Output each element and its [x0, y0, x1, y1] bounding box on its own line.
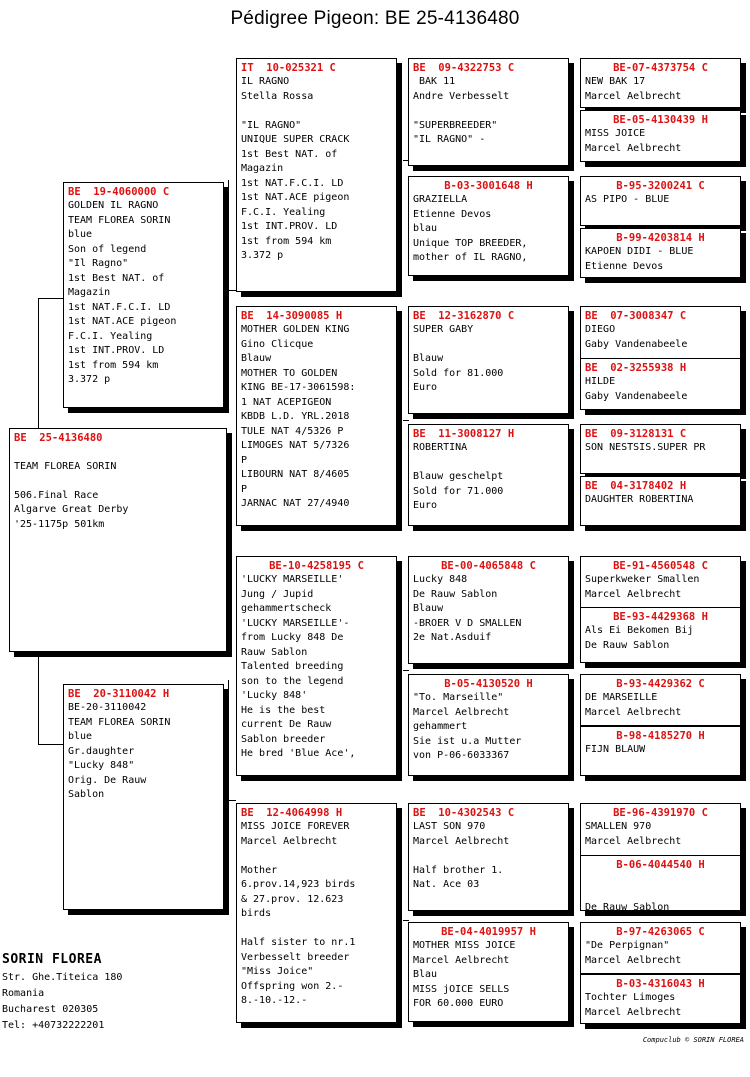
pigeon-info-line: Stella Rossa: [241, 90, 314, 102]
pigeon-info-line: P: [241, 483, 248, 495]
pigeon-info-line: "Il Ragno": [68, 258, 129, 269]
ring-number: B-06-4044540 H: [616, 859, 705, 871]
pigeon-info-line: Orig. De Rauw: [68, 774, 147, 786]
pigeon-card-g5-3[interactable]: [580, 176, 741, 226]
pigeon-info-line: Als Ei Bekomen Bij: [585, 625, 694, 636]
pigeon-info-line: Gino Clicque: [241, 338, 314, 350]
pigeon-info-line: "Lucky 848": [68, 760, 135, 771]
pigeon-info-line: BE-20-3110042: [68, 702, 147, 713]
pigeon-info-line: UNIQUE SUPER CRACK: [241, 134, 350, 145]
pigeon-info-line: P: [241, 454, 248, 466]
pigeon-info-line: Magazin: [241, 163, 284, 174]
pigeon-info-line: Etienne Devos: [413, 208, 492, 220]
pigeon-info-line: Tochter Limoges: [585, 992, 676, 1003]
pigeon-info-line: [241, 104, 392, 119]
pigeon-info-line: 1st from 594 km: [68, 359, 159, 371]
pigeon-info-line: 1st NAT.ACE pigeon: [241, 192, 350, 203]
ring-number: BE 04-3178402 H: [585, 480, 687, 492]
pigeon-info-line: Mother: [241, 864, 278, 876]
pigeon-info-line: MISS JOICE FOREVER: [241, 821, 350, 832]
pigeon-info-line: [413, 104, 564, 119]
pigeon-info-line: & 27.prov. 12.623: [241, 893, 344, 905]
owner-line: Str. Ghe.Titeica 180: [2, 972, 123, 983]
pigeon-info-line: LIBOURN NAT 8/4605: [241, 469, 350, 480]
pigeon-info-line: blue: [68, 229, 93, 240]
pigeon-info-line: son to the legend: [241, 675, 344, 687]
pigeon-card-g5-11[interactable]: [580, 674, 741, 726]
pigeon-info-line: "Miss Joice": [241, 966, 314, 977]
pigeon-info-line: [413, 849, 564, 864]
pigeon-info-line: -BROER V D SMALLEN: [413, 617, 522, 629]
pigeon-info-line: Andre Verbesselt: [413, 90, 510, 102]
pigeon-info-line: Marcel Aelbrecht: [413, 954, 510, 966]
pigeon-info-line: Gaby Vandenabeele: [585, 338, 688, 350]
pigeon-info-line: Sold for 81.000: [413, 367, 504, 379]
pigeon-info-line: Half brother 1.: [413, 864, 504, 876]
pigeon-info-line: '25-1175p 501km: [14, 518, 105, 530]
pigeon-card-sds[interactable]: [408, 306, 569, 414]
pigeon-card-g5-2[interactable]: [580, 110, 741, 162]
pigeon-info-line: gehammert: [413, 721, 468, 732]
pigeon-info-line: TEAM FLOREA SORIN: [68, 716, 171, 728]
pigeon-info-line: [14, 445, 222, 460]
pigeon-card-g5-10[interactable]: [580, 607, 741, 663]
owner-line: Bucharest 020305: [2, 1004, 99, 1015]
pigeon-info-line: 8.-10.-12.-: [241, 995, 308, 1006]
pigeon-card-sire[interactable]: [63, 182, 224, 408]
ring-number: BE-10-4258195 C: [269, 560, 364, 572]
ring-number: BE 10-4302543 C: [413, 807, 515, 819]
pigeon-info-line: De Rauw Sablon: [585, 639, 670, 651]
pigeon-card-g5-8[interactable]: [580, 476, 741, 526]
pigeon-info-line: DIEGO: [585, 324, 616, 335]
ring-number: BE-04-4019957 H: [441, 926, 536, 938]
pigeon-info-line: 3.372 p: [68, 374, 111, 385]
ring-number: BE 09-4322753 C: [413, 62, 515, 74]
connector-line: [228, 180, 229, 290]
pigeon-info-line: 1st Best NAT. of: [68, 272, 165, 284]
pigeon-info-line: De Rauw Sablon: [585, 902, 670, 911]
pigeon-card-ssd[interactable]: [408, 176, 569, 276]
pigeon-info-line: Sablon: [68, 789, 105, 800]
owner-name: SORIN FLOREA: [2, 952, 102, 967]
connector-line: [403, 670, 409, 671]
pigeon-info-line: Gr.daughter: [68, 745, 135, 757]
pigeon-info-line: [14, 474, 222, 489]
pigeon-info-line: Euro: [413, 382, 438, 393]
pigeon-info-line: AS PIPO - BLUE: [585, 194, 670, 205]
ring-number: BE-00-4065848 C: [441, 560, 536, 572]
pigeon-info-line: 1 NAT ACEPIGEON: [241, 396, 332, 408]
pigeon-card-sdd[interactable]: [408, 424, 569, 526]
pigeon-info-line: FIJN BLAUW: [585, 744, 646, 755]
pigeon-info-line: Marcel Aelbrecht: [585, 706, 682, 718]
pigeon-info-line: HILDE: [585, 376, 616, 387]
pigeon-info-line: von P-06-6033367: [413, 750, 510, 761]
pigeon-info-line: Marcel Aelbrecht: [413, 706, 510, 718]
pigeon-info-line: GOLDEN IL RAGNO: [68, 200, 159, 211]
connector-line: [38, 652, 39, 744]
footer-credit: Compuclub © SORIN FLOREA: [642, 1036, 744, 1044]
ring-number: BE 11-3008127 H: [413, 428, 515, 440]
connector-line: [403, 420, 409, 421]
pigeon-info-line: gehammertscheck: [241, 603, 332, 614]
connector-line: [38, 298, 39, 428]
pigeon-info-line: DE MARSEILLE: [585, 692, 658, 703]
ring-number: BE-07-4373754 C: [613, 62, 708, 74]
pigeon-info-line: 1st INT.PROV. LD: [68, 345, 165, 356]
pigeon-card-g5-12[interactable]: [580, 726, 741, 776]
pigeon-info-line: 3.372 p: [241, 250, 284, 261]
pigeon-info-line: F.C.I. Yealing: [68, 330, 153, 342]
pigeon-info-line: 1st from 594 km: [241, 235, 332, 247]
pigeon-card-dds[interactable]: [408, 803, 569, 911]
pigeon-info-line: current De Rauw: [241, 719, 332, 730]
pigeon-info-line: Blauw: [241, 353, 272, 364]
ring-number: B-95-3200241 C: [616, 180, 705, 192]
pigeon-info-line: "SUPERBREEDER": [413, 119, 498, 131]
pigeon-info-line: 1st NAT.F.C.I. LD: [68, 301, 171, 313]
pigeon-info-line: He is the best: [241, 704, 326, 716]
pigeon-info-line: TULE NAT 4/5326 P: [241, 425, 344, 437]
pigeon-card-g5-4[interactable]: [580, 228, 741, 278]
pigeon-info-line: Marcel Aelbrecht: [585, 142, 682, 154]
owner-line: Tel: +40732222201: [2, 1020, 105, 1031]
pigeon-info-line: "De Perpignan": [585, 940, 670, 951]
pigeon-info-line: Etienne Devos: [585, 260, 664, 272]
pigeon-info-line: MOTHER MISS JOICE: [413, 940, 516, 951]
ring-number: B-93-4429362 C: [616, 678, 705, 690]
pigeon-card-g5-15[interactable]: [580, 922, 741, 974]
pigeon-info-line: Blauw: [413, 603, 444, 614]
pigeon-info-line: 1st INT.PROV. LD: [241, 221, 338, 232]
pigeon-info-line: 506.Final Race: [14, 489, 99, 501]
pigeon-info-line: [241, 922, 392, 937]
pigeon-info-line: 1st NAT.F.C.I. LD: [241, 177, 344, 189]
pigeon-card-dam[interactable]: [63, 684, 224, 910]
pigeon-card-g5-1[interactable]: [580, 58, 741, 108]
ring-number: BE 20-3110042 H: [68, 688, 170, 700]
ring-number: BE 07-3008347 C: [585, 310, 687, 322]
pigeon-info-line: Jung / Jupid: [241, 588, 314, 600]
pigeon-info-line: Euro: [413, 500, 438, 511]
pigeon-info-line: TEAM FLOREA SORIN: [14, 460, 117, 472]
pigeon-info-line: blue: [68, 731, 93, 742]
pigeon-info-line: KAPOEN DIDI - BLUE: [585, 246, 694, 257]
pigeon-card-g5-6[interactable]: [580, 358, 741, 410]
pigeon-info-line: Blau: [413, 969, 438, 980]
pigeon-info-line: Marcel Aelbrecht: [585, 954, 682, 966]
ring-number: BE 12-4064998 H: [241, 807, 343, 819]
pigeon-info-line: Lucky 848: [413, 574, 468, 585]
page-title: Pédigree Pigeon: BE 25-4136480: [230, 8, 520, 29]
pigeon-info-line: from Lucky 848 De: [241, 632, 344, 643]
ring-number: BE 14-3090085 H: [241, 310, 343, 322]
ring-number: BE 19-4060000 C: [68, 186, 170, 198]
pigeon-card-sire-sire[interactable]: [236, 58, 397, 292]
pigeon-info-line: He bred 'Blue Ace',: [241, 748, 356, 759]
pigeon-info-line: MISS JOICE: [585, 128, 646, 139]
pigeon-card-g5-14[interactable]: [580, 855, 741, 911]
pigeon-info-line: [585, 887, 736, 902]
pigeon-info-line: Half sister to nr.1: [241, 937, 356, 948]
pigeon-info-line: Verbesselt breeder: [241, 951, 350, 963]
pigeon-info-line: [585, 872, 736, 887]
pigeon-info-line: [241, 849, 392, 864]
connector-line: [228, 800, 236, 801]
owner-line: Romania: [2, 988, 45, 999]
pigeon-info-line: 2e Nat.Asduif: [413, 632, 492, 643]
pigeon-info-line: 1st Best NAT. of: [241, 148, 338, 160]
pigeon-info-line: Unique TOP BREEDER,: [413, 237, 528, 249]
pigeon-info-line: Marcel Aelbrecht: [585, 588, 682, 600]
pigeon-info-line: TEAM FLOREA SORIN: [68, 214, 171, 226]
pigeon-info-line: Marcel Aelbrecht: [585, 90, 682, 102]
ring-number: BE 12-3162870 C: [413, 310, 515, 322]
connector-line: [228, 290, 236, 291]
pigeon-card-g5-5[interactable]: [580, 306, 741, 360]
pigeon-info-line: Sie ist u.a Mutter: [413, 735, 522, 747]
connector-line: [38, 298, 63, 299]
pigeon-card-dam-sire[interactable]: [236, 556, 397, 776]
pigeon-info-line: Offspring won 2.-: [241, 980, 344, 992]
pigeon-info-line: Blauw geschelpt: [413, 471, 504, 482]
pigeon-card-g5-16[interactable]: [580, 974, 741, 1024]
ring-number: B-05-4130520 H: [444, 678, 533, 690]
pigeon-info-line: Nat. Ace 03: [413, 879, 480, 890]
pigeon-info-line: Superkweker Smallen: [585, 574, 700, 585]
pigeon-info-line: BAK 11: [413, 76, 456, 87]
pigeon-info-line: MISS jOICE SELLS: [413, 983, 510, 995]
pigeon-info-line: NEW BAK 17: [585, 76, 646, 87]
pigeon-info-line: 1st NAT.ACE pigeon: [68, 316, 177, 327]
pigeon-card-g5-13[interactable]: [580, 803, 741, 857]
ring-number: B-03-3001648 H: [444, 180, 533, 192]
pigeon-info-line: "To. Marseille": [413, 692, 504, 703]
ring-number: BE-91-4560548 C: [613, 560, 708, 572]
pigeon-info-line: Marcel Aelbrecht: [241, 835, 338, 847]
pigeon-info-line: mother of IL RAGNO,: [413, 252, 528, 263]
pigeon-card-subject[interactable]: [9, 428, 227, 652]
ring-number: IT 10-025321 C: [241, 62, 336, 74]
pigeon-info-line: KING BE-17-3061598:: [241, 382, 356, 393]
pigeon-info-line: 'LUCKY MARSEILLE': [241, 574, 344, 585]
pigeon-info-line: [413, 338, 564, 353]
pigeon-info-line: ROBERTINA: [413, 442, 468, 453]
pigeon-info-line: Blauw: [413, 353, 444, 364]
ring-number: BE-96-4391970 C: [613, 807, 708, 819]
pigeon-info-line: Marcel Aelbrecht: [585, 835, 682, 847]
ring-number: B-99-4203814 H: [616, 232, 705, 244]
pigeon-info-line: Talented breeding: [241, 661, 344, 672]
pigeon-info-line: [413, 456, 564, 471]
owner-block: [2, 950, 122, 1034]
pigeon-info-line: Sold for 71.000: [413, 485, 504, 497]
pigeon-info-line: LAST SON 970: [413, 821, 486, 832]
pigeon-info-line: Marcel Aelbrecht: [585, 1006, 682, 1018]
pigeon-card-sss[interactable]: [408, 58, 569, 166]
pigeon-info-line: "IL RAGNO" -: [413, 134, 486, 145]
ring-number: BE 09-3128131 C: [585, 428, 687, 440]
pigeon-card-dsd[interactable]: [408, 674, 569, 776]
pigeon-info-line: SMALLEN 970: [585, 821, 652, 832]
ring-number: BE 25-4136480: [14, 432, 103, 444]
pigeon-info-line: LIMOGES NAT 5/7326: [241, 440, 350, 451]
ring-number: B-03-4316043 H: [616, 978, 705, 990]
pigeon-info-line: "IL RAGNO": [241, 119, 302, 131]
pigeon-info-line: 'LUCKY MARSEILLE'-: [241, 617, 350, 629]
pigeon-info-line: Son of legend: [68, 243, 147, 255]
connector-line: [38, 744, 63, 745]
pigeon-info-line: F.C.I. Yealing: [241, 206, 326, 218]
connector-line: [228, 680, 229, 800]
ring-number: B-98-4185270 H: [616, 730, 705, 742]
pigeon-info-line: Marcel Aelbrecht: [413, 835, 510, 847]
pigeon-info-line: KBDB L.D. YRL.2018: [241, 411, 350, 422]
pigeon-info-line: FOR 60.000 EURO: [413, 998, 504, 1009]
connector-line: [403, 920, 409, 921]
pigeon-card-g5-9[interactable]: [580, 556, 741, 610]
pigeon-info-line: MOTHER GOLDEN KING: [241, 324, 350, 335]
pigeon-info-line: IL RAGNO: [241, 76, 290, 87]
pigeon-card-sire-dam[interactable]: [236, 306, 397, 526]
pigeon-info-line: birds: [241, 908, 272, 919]
pigeon-info-line: DAUGHTER ROBERTINA: [585, 494, 694, 505]
pigeon-info-line: Algarve Great Derby: [14, 504, 129, 515]
pigeon-info-line: JARNAC NAT 27/4940: [241, 498, 350, 509]
pigeon-info-line: 'Lucky 848': [241, 690, 308, 701]
pigeon-card-dss[interactable]: [408, 556, 569, 664]
pigeon-info-line: 6.prov.14,923 birds: [241, 879, 356, 890]
ring-number: BE-93-4429368 H: [613, 611, 708, 623]
ring-number: BE-05-4130439 H: [613, 114, 708, 126]
pigeon-info-line: De Rauw Sablon: [413, 588, 498, 600]
pigeon-info-line: Gaby Vandenabeele: [585, 390, 688, 402]
pigeon-info-line: Rauw Sablon: [241, 646, 308, 658]
pigeon-info-line: SON NESTSIS.SUPER PR: [585, 442, 706, 453]
pigeon-info-line: Sablon breeder: [241, 733, 326, 745]
ring-number: BE 02-3255938 H: [585, 362, 687, 374]
pigeon-info-line: GRAZIELLA: [413, 194, 468, 205]
ring-number: B-97-4263065 C: [616, 926, 705, 938]
pigeon-card-dam-dam[interactable]: [236, 803, 397, 1023]
pigeon-info-line: SUPER GABY: [413, 324, 474, 335]
pigeon-info-line: Magazin: [68, 287, 111, 298]
pigeon-card-g5-7[interactable]: [580, 424, 741, 474]
pigeon-info-line: MOTHER TO GOLDEN: [241, 367, 338, 379]
pigeon-card-ddd[interactable]: [408, 922, 569, 1022]
pigeon-info-line: blau: [413, 223, 438, 234]
